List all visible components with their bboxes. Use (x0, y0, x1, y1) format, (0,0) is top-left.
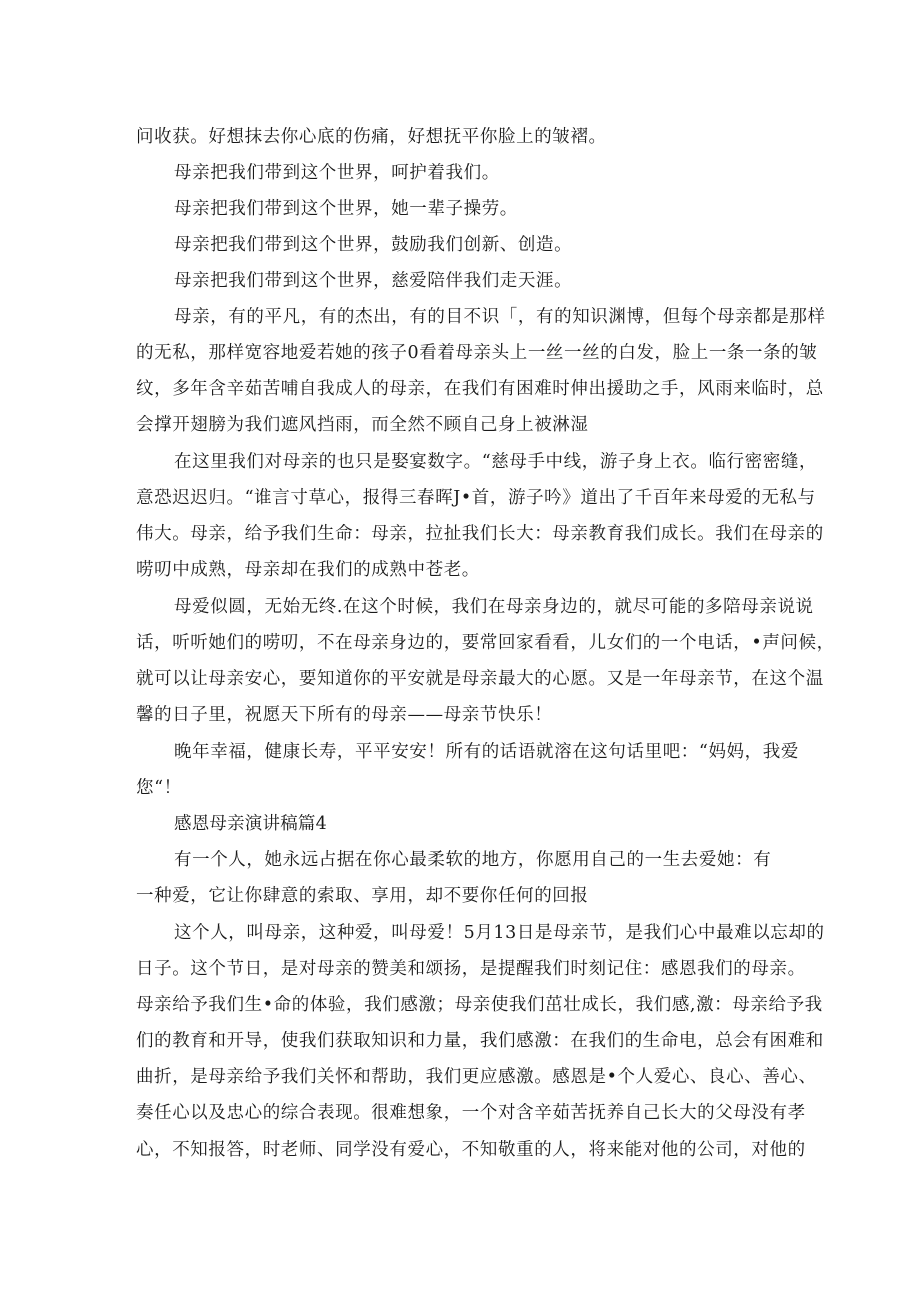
paragraph-line: 母亲把我们带到这个世界，呵护着我们。 (174, 163, 500, 183)
paragraph-line: 就可以让母亲安心，要知道你的平安就是母亲最大的心愿。又是一年母亲节，在这个温 (136, 669, 824, 689)
paragraph-line: 馨的日子里，祝愿天下所有的母亲——母亲节快乐！ (136, 705, 553, 725)
paragraph-line: 问收获。好想抹去你心底的伤痛，好想抚平你脸上的皱褶。 (136, 127, 607, 147)
paragraph-line: 母亲把我们带到这个世界，她一辈子操劳。 (174, 199, 518, 219)
paragraph-line: 的无私，那样宽容地爱若她的孩子0看着母亲头上一丝一丝的白发，脸上一条一条的皱 (136, 343, 818, 363)
paragraph-line: 曲折，是母亲给予我们关怀和帮助，我们更应感激。感恩是•个人爱心、良心、善心、 (136, 1067, 817, 1087)
paragraph-line: 晚年幸福，健康长寿，平平安安！所有的话语就溶在这句话里吧：“妈妈，我爱 (174, 742, 799, 762)
paragraph-line: 一种爱，它让你肆意的索取、享用，却不要你任何的回报 (136, 886, 589, 906)
paragraph-line: 在这里我们对母亲的也只是娶宴数字。“慈母手中线，游子身上衣。临行密密缝， (174, 452, 818, 472)
paragraph-line: 奏任心以及忠心的综合表现。很难想象，一个对含辛茹苦抚养自己长大的父母没有孝 (136, 1103, 806, 1123)
paragraph-line: 伟大。母亲，给予我们生命：母亲，拉扯我们长大：母亲教育我们成长。我们在母亲的 (136, 524, 824, 544)
paragraph-line: 心，不知报答，时老师、同学没有爱心，不知敬重的人，将来能对他的公司，对他的 (136, 1140, 806, 1160)
paragraph-line: 纹，多年含辛茹苦哺自我成人的母亲，在我们有困难时伸出援助之手，风雨来临时，总 (136, 379, 824, 399)
paragraph-line: 唠叨中成熟，母亲却在我们的成熟中苍老。 (136, 560, 480, 580)
paragraph-line: 会撑开翅膀为我们遮风挡雨，而全然不顾自己身上被淋湿 (136, 415, 589, 435)
paragraph-line: 母亲给予我们生•命的体验，我们感激；母亲使我们茁壮成长，我们感,激：母亲给予我 (136, 995, 823, 1015)
paragraph-line: 这个人，叫母亲，这种爱，叫母爱！5月13日是母亲节，是我们心中最难以忘却的 (174, 923, 825, 943)
paragraph-line: 意恐迟迟归。“谁言寸草心，报得三春晖J•首，游子吟》道出了千百年来母爱的无私与 (136, 488, 816, 508)
paragraph-line: 们的教育和开导，使我们获取知识和力量，我们感激：在我们的生命电，总会有困难和 (136, 1031, 824, 1051)
paragraph-line: 有一个人，她永远占据在你心最柔软的地方，你愿用自己的一生去爱她：有 (174, 850, 772, 870)
paragraph-line: 您“！ (136, 778, 182, 798)
paragraph-line: 母亲，有的平凡，有的杰出，有的目不识「，有的知识渊博，但每个母亲都是那样 (174, 307, 826, 327)
paragraph-line: 日子。这个节日，是对母亲的赞美和颂扬，是提醒我们时刻记住：感恩我们的母亲。 (136, 959, 806, 979)
paragraph-line: 话，听听她们的唠叨，不在母亲身边的，要常回家看看，儿女们的一个电话，•声问候， (136, 633, 835, 653)
paragraph-line: 母亲把我们带到这个世界，鼓励我们创新、创造。 (174, 235, 573, 255)
paragraph-line: 母亲把我们带到这个世界，慈爱陪伴我们走天涯。 (174, 271, 573, 291)
section-heading: 感恩母亲演讲稿篇4 (174, 814, 327, 834)
paragraph-line: 母爱似圆，无始无终.在这个时候，我们在母亲身边的，就尽可能的多陪母亲说说 (174, 597, 814, 617)
